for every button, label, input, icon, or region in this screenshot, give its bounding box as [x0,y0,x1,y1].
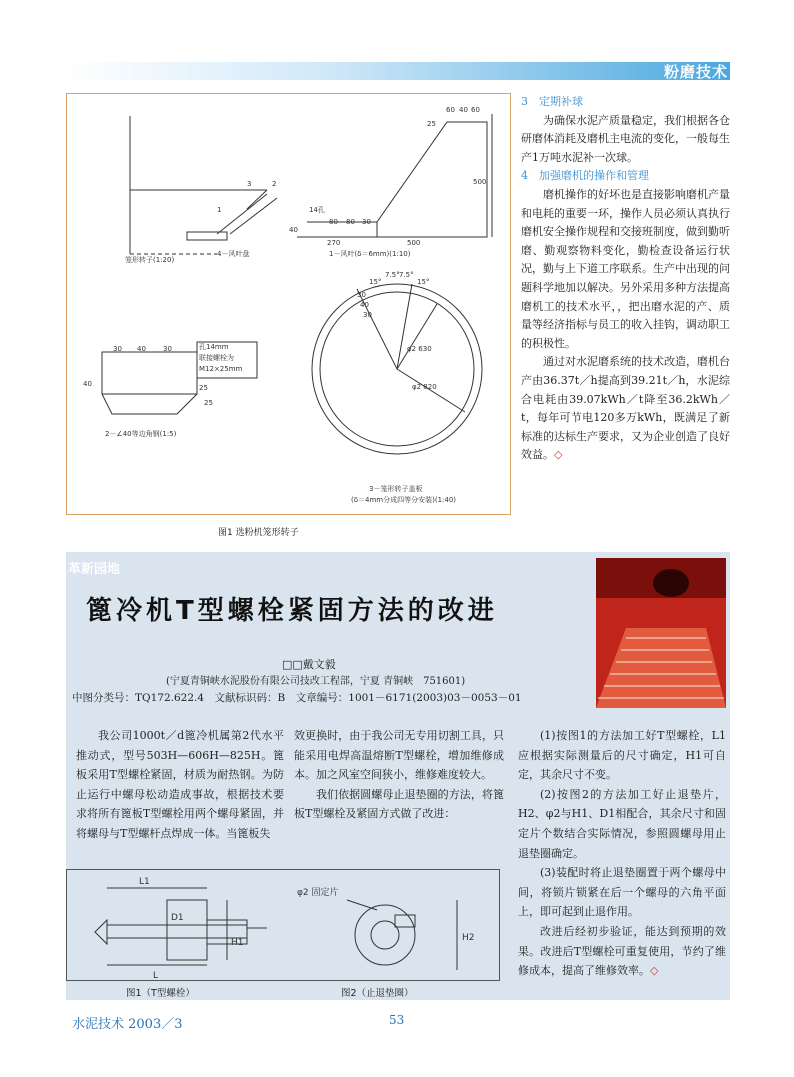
fig1-part1: 1 [217,206,222,214]
article-column-2 [294,726,504,824]
article-classification: 中图分类号：TQ172.622.4 文献标识码：B 文章编号：1001－6171(2003)03－0053－01 [72,692,522,704]
fig1-dim-40a: 40 [459,106,468,114]
fig1-wind-plate: 4－风叶盘 [217,250,250,258]
col3-text-2: (2)按图2的方法加工好止退垫片，H2、φ2与H1、D1相配合，其余尺寸和固定片个数结合实际情况，参照圆螺母用止退垫圈确定。 [518,787,726,860]
col2-text-2: 我们依据圆螺母止退垫圈的方法，将篦板T型螺栓及紧固方式做了改进： [294,787,504,821]
fig1-r40: 40 [360,301,369,309]
section-4-heading: 4 加强磨机的操作和管理 [521,169,649,183]
fig1-dim-25: 25 [427,120,436,128]
col3-text-1: (1)按图1的方法加工好T型螺栓，L1应根据实际测量后的尺寸确定，H1可自定，其余尺寸不变。 [518,729,726,782]
fig1-d25b: 25 [204,399,213,407]
figure-1-frame [66,93,511,515]
fig1-d30b: 30 [163,345,172,353]
fig1-d40side: 40 [83,380,92,388]
end-mark-icon: ◇ [554,448,563,462]
footer-journal: 水泥技术 2003／3 [72,1017,183,1032]
fig1-dia630: φ2 630 [407,345,432,353]
col3-text-3: (3)装配时将止退垫圈置于两个螺母中间，将锁片锁紧在后一个螺母的六角平面上，即可起到止退作用。 [518,866,726,919]
fig1-hole-note3: M12×25mm [199,365,243,373]
kiln-photo-graphic [596,558,726,708]
fig1-angle-a: 15° [369,278,382,286]
fig1-blade-label: 1－风叶(δ＝6mm)(1:10) [329,250,411,258]
fig1-top-plate1: 3－笼形转子盖板 [369,485,423,493]
section-3-body: 为确保水泥产质量稳定，我们根据各仓研磨体消耗及磨机主电流的变化，一般每生产1万吨水泥补一次球。 [521,113,730,164]
fig2-label-phi2: φ2 固定片 [297,888,339,898]
fig1-hole-note2: 联接螺栓为 [199,354,234,362]
fig2-label-L: L [153,971,159,981]
bolt-and-washer-drawing [67,870,501,982]
figure-1-caption: 图1 选粉机笼形转子 [218,528,299,538]
article-column-3 [518,726,726,981]
fig1-r30a: 30 [357,291,366,299]
fig-tbolt-caption: 图1（T型螺栓） [126,988,195,999]
fig1-d30a: 30 [113,345,122,353]
fig1-dim-500v: 500 [473,178,487,186]
fig1-dim-80b: 80 [346,218,355,226]
fig1-top-plate2: (δ＝4mm分成四等分安装)(1:40) [351,496,457,504]
article-affiliation: (宁夏青铜峡水泥股份有限公司技改工程部，宁夏 青铜峡 751601) [166,676,466,687]
fig1-dim-40b: 40 [289,226,298,234]
fig1-angle-c: 7.5° [399,271,414,279]
section-header-title: 粉磨技术 [663,63,728,81]
fig1-angle-steel: 2－∠40等边角钢(1:5) [105,430,177,438]
fig1-dim-60a: 60 [446,106,455,114]
conclusion-paragraph: 通过对水泥磨系统的技术改造，磨机台产由36.37t／h提高到39.21t／h，水泥综合电耗由39.07kWh／t降至36.2kWh／t，每年可节电120多万kWh，既满足了新标准的达标生产要求，又为企业创造了良好效益。 [521,355,730,462]
fig2-label-H1: H1 [231,938,244,948]
fig1-hole-note1: 孔14mm [199,343,229,351]
fig2-label-D1: D1 [171,913,184,923]
fig1-part3: 3 [247,180,252,188]
fig2-label-L1: L1 [139,877,150,887]
fig-washer-caption: 图2（止退垫圈） [341,988,414,999]
fig1-angle-d: 15° [417,278,430,286]
article-author: □□戴文毅 [282,658,336,671]
column-tag: 革新园地 [68,562,121,577]
col2-text-1: 效更换时，由于我公司无专用切割工具，只能采用电焊高温熔断T型螺栓，增加维修成本。加之风室空间狭小，维修难度较大。 [294,729,504,782]
kiln-photo [596,558,726,708]
figure-1-drawing [67,94,512,516]
fig1-dim-30: 30 [362,218,371,226]
right-column-text [521,93,730,465]
col3-text-4: 改进后经初步验证，能达到预期的效果。改进后T型螺栓可重复使用，节约了维修成本，提高了维修效率。 [518,924,726,978]
footer-page-number: 53 [389,1013,405,1027]
article-end-mark-icon: ◇ [650,964,659,978]
fig1-angle-b: 7.5° [385,271,400,279]
fig1-cage-rotor: 笼形转子(1:20) [125,256,175,264]
col1-text: 我公司1000t／d篦冷机属第2代水平推动式，型号503H—606H—825H。篦板采用T型螺栓紧固，材质为耐热钢。为防止运行中螺母松动造成事故，根据技术要求将所有篦板T型螺栓用两个螺母紧固，并将螺母与T型螺杆点焊成一体。当篦板失 [76,729,284,840]
fig1-dim-14: 14孔 [309,206,325,214]
fig1-dim-80a: 80 [329,218,338,226]
figure-2-frame [66,869,500,981]
section-3-heading: 3 定期补球 [521,95,583,108]
fig1-r30b: 30 [363,311,372,319]
fig2-label-H2: H2 [462,933,475,943]
article-column-1 [76,726,284,844]
fig1-d40: 40 [137,345,146,353]
header-band [66,62,730,80]
fig1-dim-270: 270 [327,239,341,247]
fig1-d25a: 25 [199,384,208,392]
fig1-dim-60b: 60 [471,106,480,114]
fig1-part2: 2 [272,180,277,188]
fig1-dim-500h: 500 [407,239,421,247]
article-title: 篦冷机T型螺栓紧固方法的改进 [86,596,498,626]
article-panel [66,552,730,1000]
section-4-body: 磨机操作的好坏也是直接影响磨机产量和电耗的重要一环，操作人员必须认真执行磨机安全操作规程和交接班制度，做到勤听磨、勤观察物料变化，勤检查设备运行状况，勤与上下道工序联系。生产中出现的问题科学地加以解决。另外采用多种方法提高磨机工的技术水平，，把出磨水泥的产、质量等经济指标与员工的收入挂钩，调动职工的积极性。 [521,187,730,350]
fig1-dia820: φ2 820 [412,383,437,391]
